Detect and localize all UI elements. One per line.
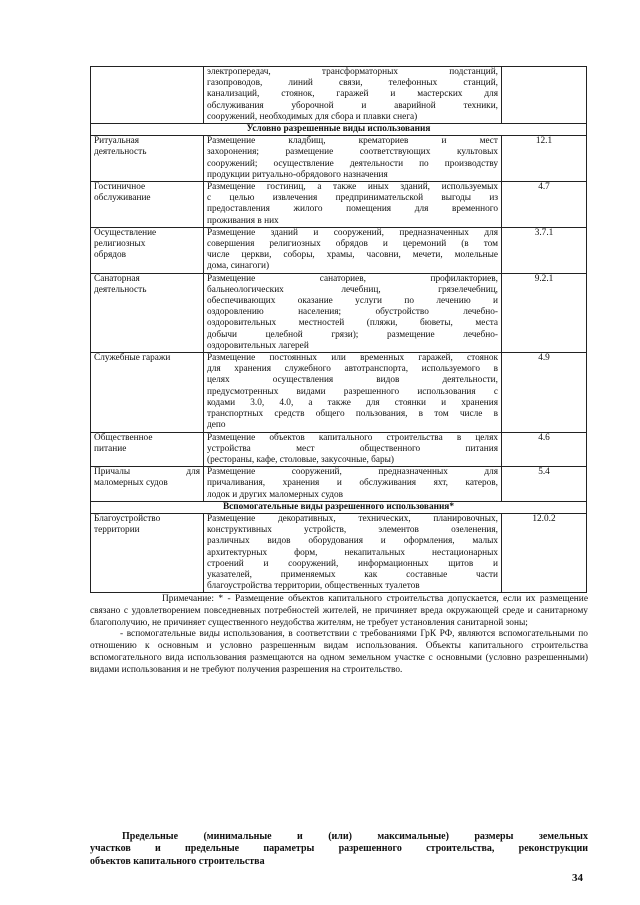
name-line: Благоустройство (94, 513, 161, 524)
table-row (91, 467, 587, 502)
description-line: (рестораны, кафе, столовые, закусочные, бары) (207, 454, 394, 465)
code-cell: 4.7 (502, 182, 587, 228)
name-cell (91, 432, 204, 467)
description-line: целях осуществления видов деятельности, (207, 375, 498, 386)
description-line: электропередач, трансформаторных подстанций, (207, 67, 498, 77)
description-line: обеспечивающих оказание услуги по лечению и (207, 296, 498, 307)
name-cell (91, 227, 204, 273)
name-line: Гостиничное (94, 182, 146, 193)
name-cell (91, 353, 204, 432)
name-line: обслуживание (94, 193, 151, 204)
page-number: 34 (572, 872, 583, 884)
description-line: предоставления жилого помещения для временного (207, 204, 498, 215)
heading-line: объектов капитального строительства (90, 855, 265, 867)
table-row (91, 273, 587, 352)
name-line: Служебные гаражи (94, 353, 171, 364)
description-line: Размещение зданий и сооружений, предназначенных для (207, 227, 498, 238)
code-cell: 12.1 (502, 136, 587, 182)
name-cell (91, 273, 204, 352)
description-cell (204, 513, 502, 592)
description-line: сооружений; осуществление деятельности по производству (207, 158, 498, 169)
code-cell: 12.0.2 (502, 513, 587, 592)
description-line: дома, синагоги) (207, 261, 270, 272)
description-line: Размещение сооружений, предназначенных для (207, 467, 498, 478)
name-line: религиозных (94, 239, 146, 250)
description-cell (204, 353, 502, 432)
description-line: продукции ритуально-обрядового назначения (207, 169, 388, 180)
code-cell: 3.7.1 (502, 227, 587, 273)
code-cell: 9.2.1 (502, 273, 587, 352)
description-line: кодами 3.0, 4.0, а также для стоянки и хранения (207, 397, 498, 408)
section-header-row (91, 501, 587, 513)
table-row (91, 432, 587, 467)
description-line: оздоровительных лагерей (207, 340, 309, 351)
description-line: сооружений, необходимых для сбора и плавки снега) (207, 111, 418, 122)
code-cell: 4.6 (502, 432, 587, 467)
description-line: числе церкви, соборы, храмы, часовни, мечети, молельные (207, 250, 498, 261)
description-line: Размещение постоянных или временных гаражей, стоянок (207, 353, 498, 364)
code-cell (502, 67, 587, 124)
name-line: территории (94, 525, 140, 536)
description-line: газопроводов, линий связи, телефонных станций, (207, 78, 498, 89)
name-line: обрядов (94, 250, 127, 261)
section-heading (90, 831, 588, 868)
section-header-row (91, 124, 587, 136)
description-line: Размещение гостиниц, а также иных зданий, используемых (207, 182, 498, 193)
description-line: транспортных средств общего пользования, в том числе в (207, 409, 498, 420)
description-line: различных видов оборудования и оформления, малых (207, 536, 498, 547)
description-line: конструктивных устройств, элементов озеленения, (207, 525, 498, 536)
description-cell (204, 67, 502, 124)
description-line: Размещение объектов капитального строительства в целях (207, 432, 498, 443)
name-cell (91, 67, 204, 124)
heading-line: Предельные (минимальные и (или) максимальные) размеры земельных (122, 831, 588, 842)
note-paragraph-1: Примечание: * - Размещение объектов капитального строительства допускается, если их размещение связано с удовлетворением повседневных потребностей жителей, не причиняет вреда окружающей среде и санитарному благополучию, не причиняет существенного неудобства жителям, не требует установления санитарной зоны; (90, 594, 588, 628)
table-row (91, 182, 587, 228)
description-line: Размещение кладбищ, крематориев и мест (207, 136, 498, 147)
description-line: устройства мест общественного питания (207, 443, 498, 454)
description-cell (204, 273, 502, 352)
description-line: оздоровительных местностей (пляжи, бюветы, места (207, 318, 498, 329)
description-line: бальнеологических лечебниц, грязелечебниц, (207, 284, 498, 295)
description-cell (204, 136, 502, 182)
table-row (91, 353, 587, 432)
description-line: совершения религиозных обрядов и церемоний (в том (207, 239, 498, 250)
land-use-table (90, 66, 587, 593)
name-line: Причалы для (94, 467, 200, 478)
note-block (90, 594, 588, 677)
description-line: обслуживания уборочной и аварийной техники, (207, 100, 498, 111)
code-cell: 5.4 (502, 467, 587, 502)
name-line: деятельность (94, 147, 147, 158)
code-cell: 4.9 (502, 353, 587, 432)
name-line: Осуществление (94, 227, 157, 238)
table-row (91, 136, 587, 182)
table-row (91, 227, 587, 273)
name-line: маломерных судов (94, 478, 168, 489)
description-cell (204, 432, 502, 467)
table-row (91, 513, 587, 592)
description-line: оздоровлению населения; обустройство лечебно- (207, 307, 498, 318)
description-line: захоронения; размещение соответствующих культовых (207, 147, 498, 158)
name-line: Общественное (94, 432, 153, 443)
name-cell (91, 467, 204, 502)
name-cell (91, 136, 204, 182)
description-cell (204, 182, 502, 228)
note-paragraph-2: - вспомогательные виды использования, в соответствии с требованиями ГрК РФ, являются вспомогательными по отношению к основным и условно разрешенным видам использования. Объекты капитального строительства вспомогательного вида использования размещаются на одном земельном участке с основными (условно разрешенными) видами использования и не требуют получения разрешения на строительство. (90, 629, 588, 675)
description-line: для хранения служебного автотранспорта, используемого в (207, 364, 498, 375)
description-line: проживания в них (207, 215, 279, 226)
section-auxiliary-title: Вспомогательные виды разрешенного использования* (91, 501, 587, 513)
table-row-continuation (91, 67, 587, 124)
description-line: депо (207, 420, 226, 431)
description-cell (204, 227, 502, 273)
name-line: деятельность (94, 284, 147, 295)
description-line: архитектурных форм, некапитальных нестационарных (207, 547, 498, 558)
section-conditional-title: Условно разрешенные виды использования (91, 124, 587, 136)
description-line: благоустройства территории, общественных туалетов (207, 581, 420, 592)
description-line: Размещение декоративных, технических, планировочных, (207, 513, 498, 524)
description-line: строений и сооружений, информационных щитов и (207, 558, 498, 569)
description-line: с целью извлечения предпринимательской выгоды из (207, 193, 498, 204)
heading-line: участков и предельные параметры разрешенного строительства, реконструкции (90, 843, 588, 855)
description-line: канализаций, стоянок, гаражей и мастерских для (207, 89, 498, 100)
name-cell (91, 182, 204, 228)
description-cell (204, 467, 502, 502)
description-line: причаливания, хранения и обслуживания яхт, катеров, (207, 478, 498, 489)
description-line: Размещение санаториев, профилакториев, (207, 273, 498, 284)
name-line: питание (94, 443, 127, 454)
name-line: Санаторная (94, 273, 140, 284)
name-line: Ритуальная (94, 136, 140, 147)
description-line: предусмотренных видами разрешенного использования с (207, 386, 498, 397)
description-line: добычи целебной грязи); размещение лечебно- (207, 329, 498, 340)
description-line: лодок и других маломерных судов (207, 489, 344, 500)
name-cell (91, 513, 204, 592)
description-line: указателей, применяемых как составные части (207, 569, 498, 580)
